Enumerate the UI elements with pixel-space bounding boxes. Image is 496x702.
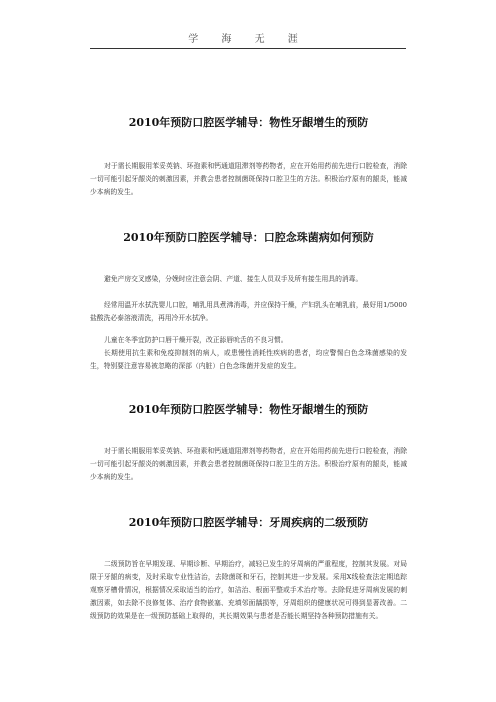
document-body: [90, 114, 407, 623]
section-paragraph: 经常用温开水拭洗婴儿口腔，哺乳用具煮沸消毒，并应保持干燥，产妇乳头在哺乳前，最好用1/5000盐酸洗必泰溶液清洗，再用冷开水拭净。: [90, 301, 407, 322]
section-oral-candidiasis: [90, 229, 407, 373]
section-paragraph: 二级预防旨在早期发现、早期诊断、早期治疗，减轻已发生的牙周病的严重程度，控制其发展。对局限于牙龈的病变，及时采取专业性洁治，去除菌斑和牙石，控制其进一步发展。采用X线检查法定期追踪观察牙槽骨情况，根据情况采取适当的治疗，如洁治、根面平整或手术治疗等。去除促进牙周病发展的刺激因素，如去除不良修复体、治疗食物嵌塞、充填邻面龋损等，牙周组织的健康状况可得到显著改善。二级预防的效果是在一级预防基础上取得的，其长期效果与患者是否能长期坚持各种预防措施有关。: [90, 560, 407, 620]
section-periodontal-secondary-prevention: [90, 514, 407, 623]
section-paragraph: 长期使用抗生素和免疫抑制剂的病人，或患慢性消耗性疾病的患者，均应警惕白色念珠菌感染的发生，特别要注意容易被忽略的深部（内脏）白色念珠菌并发症的发生。: [90, 349, 407, 370]
section-paragraph: 儿童在冬季宜防护口唇干燥开裂，改正舔唇吮舌的不良习惯。: [104, 336, 288, 344]
section-drug-gingival-hyperplasia: [90, 114, 407, 199]
header-divider: [90, 48, 406, 49]
page-header: 学 海 无 涯: [188, 34, 308, 45]
section-paragraph: 对于需长期服用苯妥英钠、环孢素和钙通道阻滞剂等药物者，应在开始用药前先进行口腔检查，消除一切可能引起牙龈炎的刺激因素，并教会患者控制菌斑保持口腔卫生的方法。积极治疗原有的龈炎，能减少本病的发生。: [90, 162, 407, 196]
section-title: 2010年预防口腔医学辅导：物性牙龈增生的预防: [128, 403, 369, 416]
section-title: 2010年预防口腔医学辅导：物性牙龈增生的预防: [128, 116, 369, 129]
section-title: 2010年预防口腔医学辅导：牙周疾病的二级预防: [128, 516, 369, 529]
section-title: 2010年预防口腔医学辅导：口腔念珠菌病如何预防: [123, 231, 374, 244]
section-paragraph: 避免产房交叉感染，分娩时应注意会阴、产道、接生人员双手及所有接生用具的消毒。: [104, 275, 363, 283]
section-drug-gingival-hyperplasia-repeat: [90, 401, 407, 484]
section-paragraph: 对于需长期服用苯妥英钠、环孢素和钙通道阻滞剂等药物者，应在开始用药前先进行口腔检查，消除一切可能引起牙龈炎的刺激因素，并教会患者控制菌斑保持口腔卫生的方法。积极治疗原有的龈炎，能减少本病的发生。: [90, 447, 407, 481]
